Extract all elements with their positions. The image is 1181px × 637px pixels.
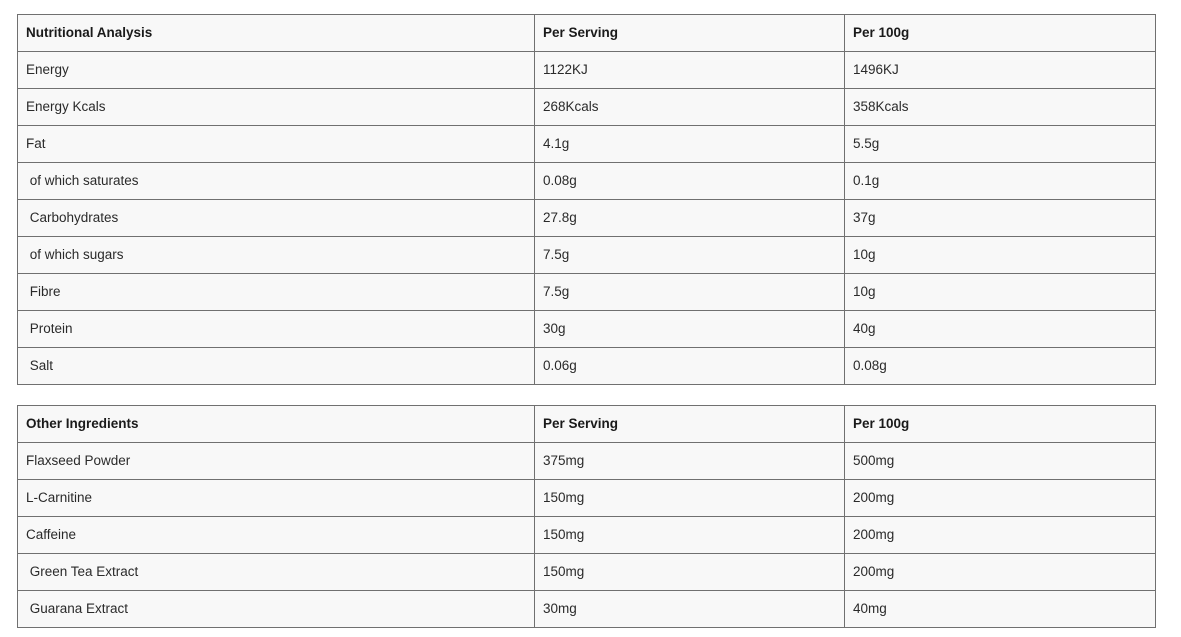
- nutrient-name: Energy Kcals: [18, 89, 535, 126]
- table-row: [18, 163, 1156, 200]
- nutrient-name: of which sugars: [18, 237, 535, 274]
- table-row: [18, 517, 1156, 554]
- table-header-row: [18, 15, 1156, 52]
- per-100g-value: 10g: [845, 274, 1156, 311]
- nutrient-name: Energy: [18, 52, 535, 89]
- nutrient-name: Fat: [18, 126, 535, 163]
- nutrient-name: of which saturates: [18, 163, 535, 200]
- per-100g-value: 200mg: [845, 480, 1156, 517]
- nutrient-name: Carbohydrates: [18, 200, 535, 237]
- per-serving-value: 0.06g: [535, 348, 845, 385]
- nutrient-name: Protein: [18, 311, 535, 348]
- per-serving-value: 1122KJ: [535, 52, 845, 89]
- per-100g-value: 200mg: [845, 554, 1156, 591]
- table-row: [18, 480, 1156, 517]
- header-per-100g: Per 100g: [845, 406, 1156, 443]
- per-serving-value: 150mg: [535, 517, 845, 554]
- header-per-serving: Per Serving: [535, 406, 845, 443]
- per-100g-value: 200mg: [845, 517, 1156, 554]
- per-100g-value: 5.5g: [845, 126, 1156, 163]
- per-serving-value: 30mg: [535, 591, 845, 628]
- other-ingredients-table: [17, 405, 1156, 628]
- per-serving-value: 4.1g: [535, 126, 845, 163]
- ingredient-name: Caffeine: [18, 517, 535, 554]
- table-row: [18, 348, 1156, 385]
- table-row: [18, 52, 1156, 89]
- per-serving-value: 268Kcals: [535, 89, 845, 126]
- per-100g-value: 10g: [845, 237, 1156, 274]
- table-row: [18, 311, 1156, 348]
- table-row: [18, 126, 1156, 163]
- per-serving-value: 150mg: [535, 554, 845, 591]
- per-100g-value: 0.1g: [845, 163, 1156, 200]
- per-100g-value: 40mg: [845, 591, 1156, 628]
- per-100g-value: 40g: [845, 311, 1156, 348]
- nutritional-analysis-table: [17, 14, 1156, 385]
- header-per-100g: Per 100g: [845, 15, 1156, 52]
- header-other-ingredients: Other Ingredients: [18, 406, 535, 443]
- table-row: [18, 237, 1156, 274]
- per-100g-value: 37g: [845, 200, 1156, 237]
- table-row: [18, 554, 1156, 591]
- table-header-row: [18, 406, 1156, 443]
- per-serving-value: 150mg: [535, 480, 845, 517]
- per-serving-value: 27.8g: [535, 200, 845, 237]
- per-100g-value: 500mg: [845, 443, 1156, 480]
- ingredient-name: L-Carnitine: [18, 480, 535, 517]
- per-serving-value: 0.08g: [535, 163, 845, 200]
- ingredient-name: Green Tea Extract: [18, 554, 535, 591]
- per-serving-value: 375mg: [535, 443, 845, 480]
- table-row: [18, 89, 1156, 126]
- nutrient-name: Fibre: [18, 274, 535, 311]
- ingredient-name: Guarana Extract: [18, 591, 535, 628]
- header-per-serving: Per Serving: [535, 15, 845, 52]
- per-100g-value: 1496KJ: [845, 52, 1156, 89]
- per-serving-value: 7.5g: [535, 274, 845, 311]
- table-row: [18, 200, 1156, 237]
- ingredient-name: Flaxseed Powder: [18, 443, 535, 480]
- per-serving-value: 7.5g: [535, 237, 845, 274]
- nutrient-name: Salt: [18, 348, 535, 385]
- table-row: [18, 443, 1156, 480]
- table-row: [18, 591, 1156, 628]
- header-nutritional-analysis: Nutritional Analysis: [18, 15, 535, 52]
- per-serving-value: 30g: [535, 311, 845, 348]
- per-100g-value: 0.08g: [845, 348, 1156, 385]
- per-100g-value: 358Kcals: [845, 89, 1156, 126]
- table-row: [18, 274, 1156, 311]
